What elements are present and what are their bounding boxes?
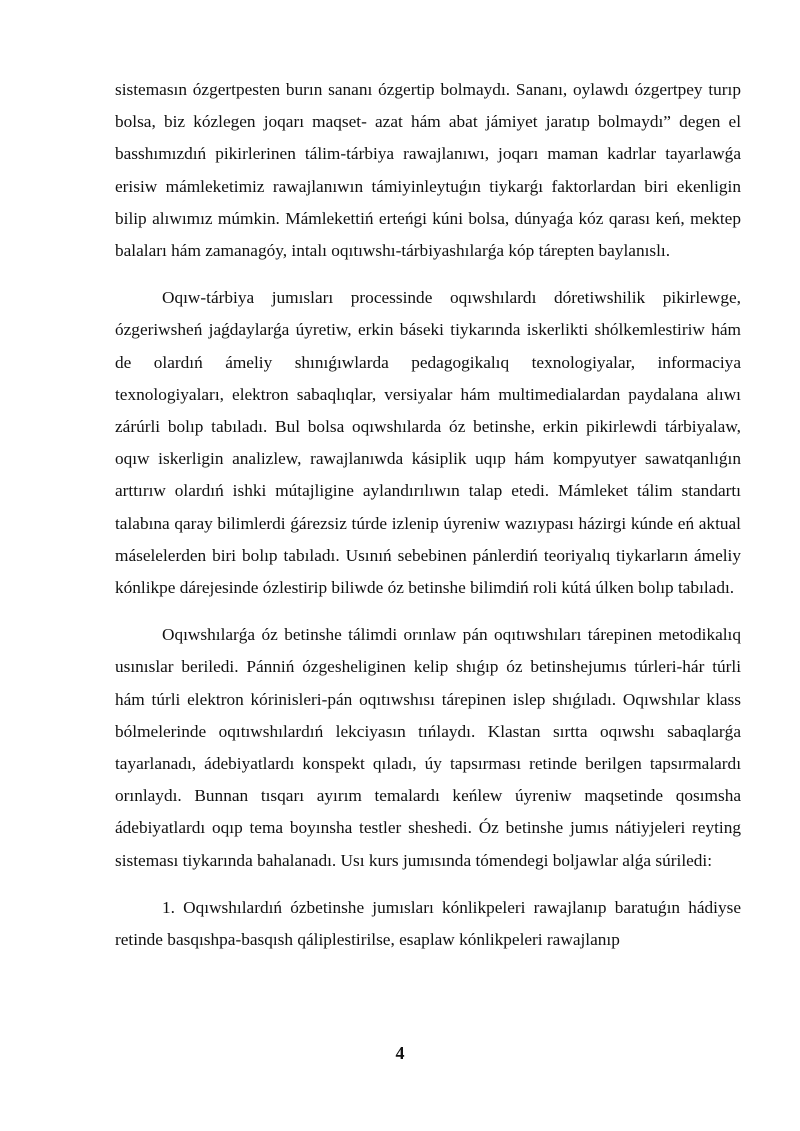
paragraph-4: 1. Oqıwshılardıń ózbetinshe jumısları kónlikpeleri rawajlanıp baratuǵın hádiyse retinde basqıshpa-basqısh qáliplestirilse, esaplaw kónlikpeleri rawajlanıp — [115, 897, 741, 950]
page-number: 4 — [395, 1043, 405, 1063]
body-text — [115, 74, 741, 956]
paragraph-3: Oqıwshılarǵa óz betinshe tálimdi orınlaw pán oqıtıwshıları tárepinen metodikalıq usınıslar beriledi. Pánniń ózgesheliginen kelip shıǵıp óz betinshejumıs túrleri-hár túrli hám túrli elektron kórinisleri-pán oqıtıwshısı tárepinen islep shıǵıladı. Oqıwshılar klass bólmelerinde oqıtıwshılardıń lekciyasın tıńlaydı. Klastan sırtta oqıwshı sabaqlarǵa tayarlanadı, ádebiyatlardı konspekt qıladı, úy tapsırması retinde berilgen tapsırmalardı orınlaydı. Bunnan tısqarı ayırım temalardı keńlew úyreniw maqsetinde qosımsha ádebiyatlardı oqıp tema boyınsha testler sheshedi. Óz betinshe jumıs nátiyjeleri reyting sisteması tiykarında bahalanadı. Usı kurs jumısında tómendegi boljawlar alǵa súriledi: — [115, 625, 741, 870]
paragraph-2: Oqıw-tárbiya jumısları processinde oqıwshılardı dóretiwshilik pikirlewge, ózgeriwsheń jaǵdaylarǵa úyretiw, erkin báseki tiykarında iskerlikti shólkemlestiriw hám de olardıń ámeliy shınıǵıwlarda pedagogikalıq texnologiyalar, informaciya texnologiyaları, elektron sabaqlıqlar, versiyalar hám multimedialardan paydalana alıwı zárúrli bolıp tabıladı. Bul bolsa oqıwshılarda óz betinshe, erkin pikirlewdi tárbiyalaw, oqıw iskerligin analizlew, rawajlanıwda kásiplik uqıp hám kompyutyer sawatqanlıǵın arttırıw olardıń ishki mútajligine aylandırılıwın talap etedi. Mámleket tálim standartı talabına qaray bilimlerdi ǵárezsiz túrde izlenip úyreniw wazıypası házirgi kúnde eń aktual máselelerden biri bolıp tabıladı. Usınıń sebebinen pánlerdiń teoriyalıq tiykarların ámeliy kónlikpe dárejesinde ózlestirip biliwde óz betinshe bilimdiń roli kútá úlken bolıp tabıladı. — [115, 288, 741, 598]
paragraph-1: sistemasın ózgertpesten burın sananı ózgertip bolmaydı. Sananı, oylawdı ózgertpey turıp bolsa, biz kózlegen joqarı maqset- azat hám abat jámiyet jaratıp bolmaydı” degen el basshımızdıń pikirlerinen tálim-tárbiya rawajlanıwı, joqarı maman kadrlar tayarlawǵa erisiw mámleketimiz rawajlanıwın támiyinleytuǵın tiykarǵı faktorlardan biri ekenligin bilip alıwımız múmkin. Mámlekettiń erteńgi kúni bolsa, dúnyaǵa kóz qarası keń, mektep balaları hám zamanagóy, intalı oqıtıwshı-tárbiyashılarǵa kóp tárepten baylanıslı. — [115, 80, 741, 261]
